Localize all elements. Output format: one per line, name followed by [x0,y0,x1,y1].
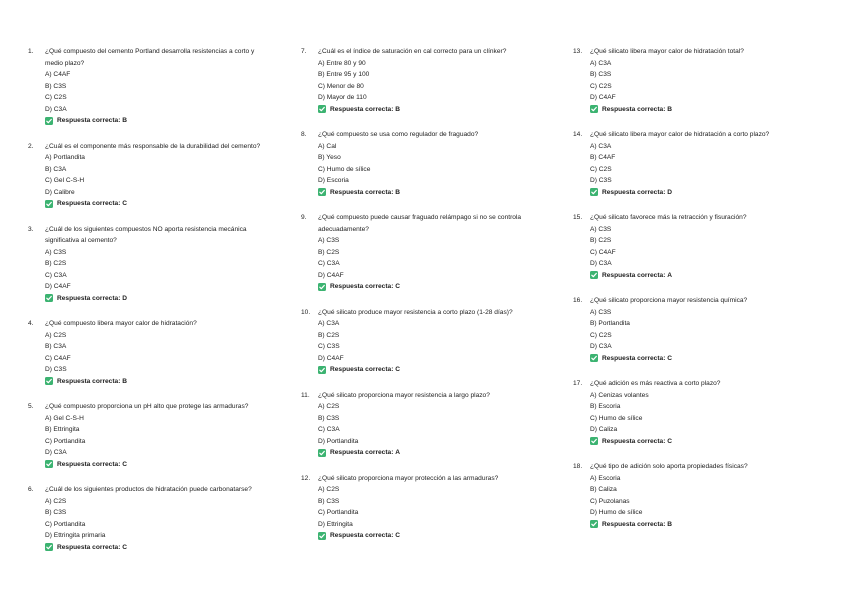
answer-option: C) Puzolanas [590,497,630,505]
answer-option: C) Portlandita [45,520,86,528]
answer-option: C) Humo de sílice [318,165,371,173]
column-3 [573,46,823,544]
question-number: 3. [28,225,34,233]
answer-option: B) C3A [45,343,67,350]
check-icon [318,105,326,113]
answer-letter: C [395,532,401,539]
question-text: ¿Qué compuesto del cemento Portland desarrolla resistencias a corto y medio plazo? [45,48,255,67]
correct-answer [318,281,551,293]
check-icon [590,437,598,445]
question-number: 4. [28,320,34,327]
answer-option: C) C2S [590,82,612,90]
correct-answer [590,353,823,365]
answer-option: B) Yeso [318,154,341,161]
answer-option: D) Humo de sílice [590,509,643,516]
answer-option: D) Caliza [590,426,618,433]
answer-option: B) C3A [45,165,67,173]
correct-answer [590,270,823,282]
answer-letter: B [122,117,128,124]
question-number: 11. [301,391,310,399]
question-text: ¿Qué compuesto libera mayor calor de hidratación? [45,320,197,327]
question-text: ¿Cuál es el índice de saturación en cal correcto para un clínker? [318,48,507,55]
answer-prefix: Respuesta correcta: [57,543,121,551]
answer-letter: A [395,449,401,456]
answer-option: A) C3A [590,142,612,150]
check-icon [590,520,598,528]
answer-prefix: Respuesta correcta: [57,377,121,385]
question-number: 13. [573,48,583,55]
answer-option: A) C3A [318,320,340,327]
answer-option: D) C4AF [590,94,616,101]
question-text: ¿Qué compuesto puede causar fraguado relámpago si no se controla adecuadamente? [318,214,522,233]
answer-option: C) C2S [590,165,612,173]
question-text: ¿Qué silicato produce mayor resistencia a corto plazo (1-28 días)? [318,308,513,316]
correct-answer [45,376,278,388]
answer-option: A) Entre 80 y 90 [318,59,366,67]
answer-prefix: Respuesta correcta: [57,460,121,468]
question-block [28,46,278,127]
correct-answer [318,447,551,459]
answer-option: D) Escoria [318,177,349,184]
answer-option: B) C2S [45,260,67,267]
answer-letter: C [667,437,673,445]
correct-answer [318,364,551,376]
answer-option: D) C4AF [45,283,71,290]
answer-option: A) C3A [590,59,612,67]
check-icon [45,460,53,468]
answer-option: D) Portlandita [318,437,359,445]
answer-option: A) C2S [318,403,340,410]
correct-answer [45,198,278,210]
question-number: 10. [301,308,311,316]
question-number: 16. [573,297,583,304]
question-number: 2. [28,142,34,150]
answer-letter: C [122,460,128,468]
check-icon [45,543,53,551]
answer-option: C) C3S [318,343,340,350]
answer-option: B) C3S [318,497,340,505]
answer-option: D) C3A [45,105,67,113]
answer-option: C) C3A [45,271,67,279]
answer-option: A) C3S [590,308,612,316]
answer-option: A) C2S [45,497,67,505]
question-number: 14. [573,131,583,138]
answer-option: A) Escoria [590,474,621,482]
answer-option: D) C3S [45,366,67,373]
question-block [573,212,823,281]
answer-letter: B [395,105,401,113]
answer-prefix: Respuesta correcta: [330,449,394,456]
check-icon [318,366,326,374]
answer-option: D) C3A [590,343,612,350]
question-text: ¿Qué compuesto proporciona un pH alto que protege las armaduras? [45,403,249,410]
answer-prefix: Respuesta correcta: [330,283,394,290]
question-number: 17. [573,380,583,387]
answer-prefix: Respuesta correcta: [602,271,666,279]
answer-option: A) Cal [318,142,337,150]
question-block [28,318,278,387]
answer-option: A) C2S [45,331,67,339]
answer-option: C) Gel C-S-H [45,177,85,184]
answer-letter: C [395,283,401,290]
question-text: ¿Cuál de los siguientes compuestos NO aporta resistencia mecánica significativa al cemento? [45,225,247,244]
check-icon [318,449,326,457]
question-number: 7. [301,48,307,55]
question-number: 15. [573,214,583,221]
question-block [573,378,823,447]
answer-prefix: Respuesta correcta: [57,117,121,124]
answer-prefix: Respuesta correcta: [330,188,394,196]
check-icon [318,283,326,291]
question-text: ¿Qué compuesto se usa como regulador de fraguado? [318,131,479,138]
answer-prefix: Respuesta correcta: [602,105,666,113]
column-1 [28,46,278,567]
question-block [301,307,551,376]
answer-option: D) C3A [590,260,612,267]
question-number: 5. [28,403,34,410]
answer-letter: B [667,520,673,528]
question-block [301,390,551,459]
correct-answer [318,104,551,116]
correct-answer [590,187,823,199]
answer-prefix: Respuesta correcta: [57,200,121,207]
check-icon [590,354,598,362]
answer-letter: D [122,294,128,302]
question-block [301,212,551,293]
answer-prefix: Respuesta correcta: [330,532,394,539]
answer-option: B) C4AF [590,154,616,161]
answer-option: B) C2S [318,248,340,256]
correct-answer [318,530,551,542]
question-text: ¿Cuál de los siguientes productos de hidratación puede carbonatarse? [45,486,252,493]
answer-option: C) Portlandita [45,437,86,445]
answer-prefix: Respuesta correcta: [57,294,121,302]
question-number: 18. [573,463,583,470]
question-text: ¿Qué tipo de adición solo aporta propiedades físicas? [590,463,748,470]
answer-option: A) C3S [590,225,612,233]
correct-answer [45,293,278,305]
question-number: 8. [301,131,307,138]
question-text: ¿Qué adición es más reactiva a corto plazo? [590,380,721,387]
answer-option: B) Caliza [590,486,617,493]
answer-option: B) C2S [590,237,612,244]
answer-prefix: Respuesta correcta: [330,105,394,113]
question-number: 1. [28,48,34,55]
correct-answer [590,436,823,448]
answer-letter: D [667,188,673,196]
answer-option: B) C2S [318,331,340,339]
answer-option: D) C4AF [318,271,344,279]
check-icon [318,532,326,540]
question-block [28,141,278,210]
question-block [28,484,278,553]
question-block [573,295,823,364]
answer-option: B) Ettringita [45,426,80,433]
answer-letter: C [122,200,128,207]
correct-answer [45,542,278,554]
correct-answer [590,104,823,116]
answer-option: D) Ettringita [318,520,353,528]
answer-letter: A [667,271,673,279]
correct-answer [45,459,278,471]
answer-option: C) C4AF [590,248,616,256]
question-text: ¿Qué silicato proporciona mayor resistencia a largo plazo? [318,391,490,399]
answer-option: D) Calibre [45,188,75,196]
question-number: 6. [28,486,34,493]
check-icon [45,200,53,208]
answer-option: C) Portlandita [318,509,359,516]
question-number: 9. [301,214,307,221]
answer-letter: C [667,354,673,362]
answer-option: D) C3S [590,177,612,184]
answer-option: B) C3S [45,82,67,90]
check-icon [45,377,53,385]
answer-prefix: Respuesta correcta: [602,188,666,196]
check-icon [45,294,53,302]
answer-letter: B [122,377,128,385]
answer-prefix: Respuesta correcta: [330,366,394,373]
answer-option: B) C3S [318,414,340,422]
answer-option: A) C4AF [45,71,71,78]
question-block [28,401,278,470]
answer-option: B) Escoria [590,403,621,410]
answer-prefix: Respuesta correcta: [602,520,666,528]
question-text: ¿Qué silicato proporciona mayor protección a las armaduras? [318,474,499,482]
answer-option: C) C3A [318,426,340,433]
answer-option: D) C3A [45,449,67,456]
answer-option: A) C3S [45,248,67,256]
answer-option: C) C3A [318,260,340,267]
answer-prefix: Respuesta correcta: [602,354,666,362]
answer-letter: C [395,366,401,373]
question-block [573,46,823,115]
check-icon [590,271,598,279]
answer-option: A) Portlandita [45,154,85,161]
answer-option: A) C2S [318,486,340,493]
correct-answer [590,519,823,531]
answer-prefix: Respuesta correcta: [602,437,666,445]
question-text: ¿Cuál es el componente más responsable de la durabilidad del cemento? [45,142,261,150]
question-block [573,129,823,198]
answer-option: B) C3S [45,509,67,516]
question-block [301,473,551,542]
answer-option: C) C2S [590,331,612,339]
correct-answer [318,187,551,199]
column-2 [301,46,551,556]
check-icon [590,188,598,196]
answer-option: B) C3S [590,71,612,78]
question-block [573,461,823,530]
check-icon [590,105,598,113]
check-icon [318,188,326,196]
answer-option: C) C2S [45,94,67,101]
question-number: 12. [301,474,311,482]
check-icon [45,117,53,125]
answer-option: D) Mayor de 110 [318,94,367,101]
answer-letter: B [395,188,401,196]
answer-option: D) C4AF [318,354,344,362]
question-block [28,224,278,305]
question-text: ¿Qué silicato libera mayor calor de hidratación a corto plazo? [590,131,770,138]
answer-option: A) C3S [318,237,340,244]
answer-letter: C [122,543,128,551]
question-block [301,129,551,198]
answer-option: A) Gel C-S-H [45,414,84,422]
answer-option: B) Portlandita [590,320,630,327]
question-text: ¿Qué silicato proporciona mayor resistencia química? [590,297,748,304]
answer-option: C) Menor de 80 [318,82,364,90]
question-block [301,46,551,115]
answer-option: D) Ettringita primaria [45,532,106,539]
correct-answer [45,115,278,127]
answer-letter: B [667,105,673,113]
answer-option: B) Entre 95 y 100 [318,71,370,78]
answer-option: A) Cenizas volantes [590,391,649,399]
answer-option: C) C4AF [45,354,71,362]
question-text: ¿Qué silicato libera mayor calor de hidratación total? [590,48,744,55]
question-text: ¿Qué silicato favorece más la retracción y fisuración? [590,214,747,221]
answer-option: C) Humo de sílice [590,414,643,422]
